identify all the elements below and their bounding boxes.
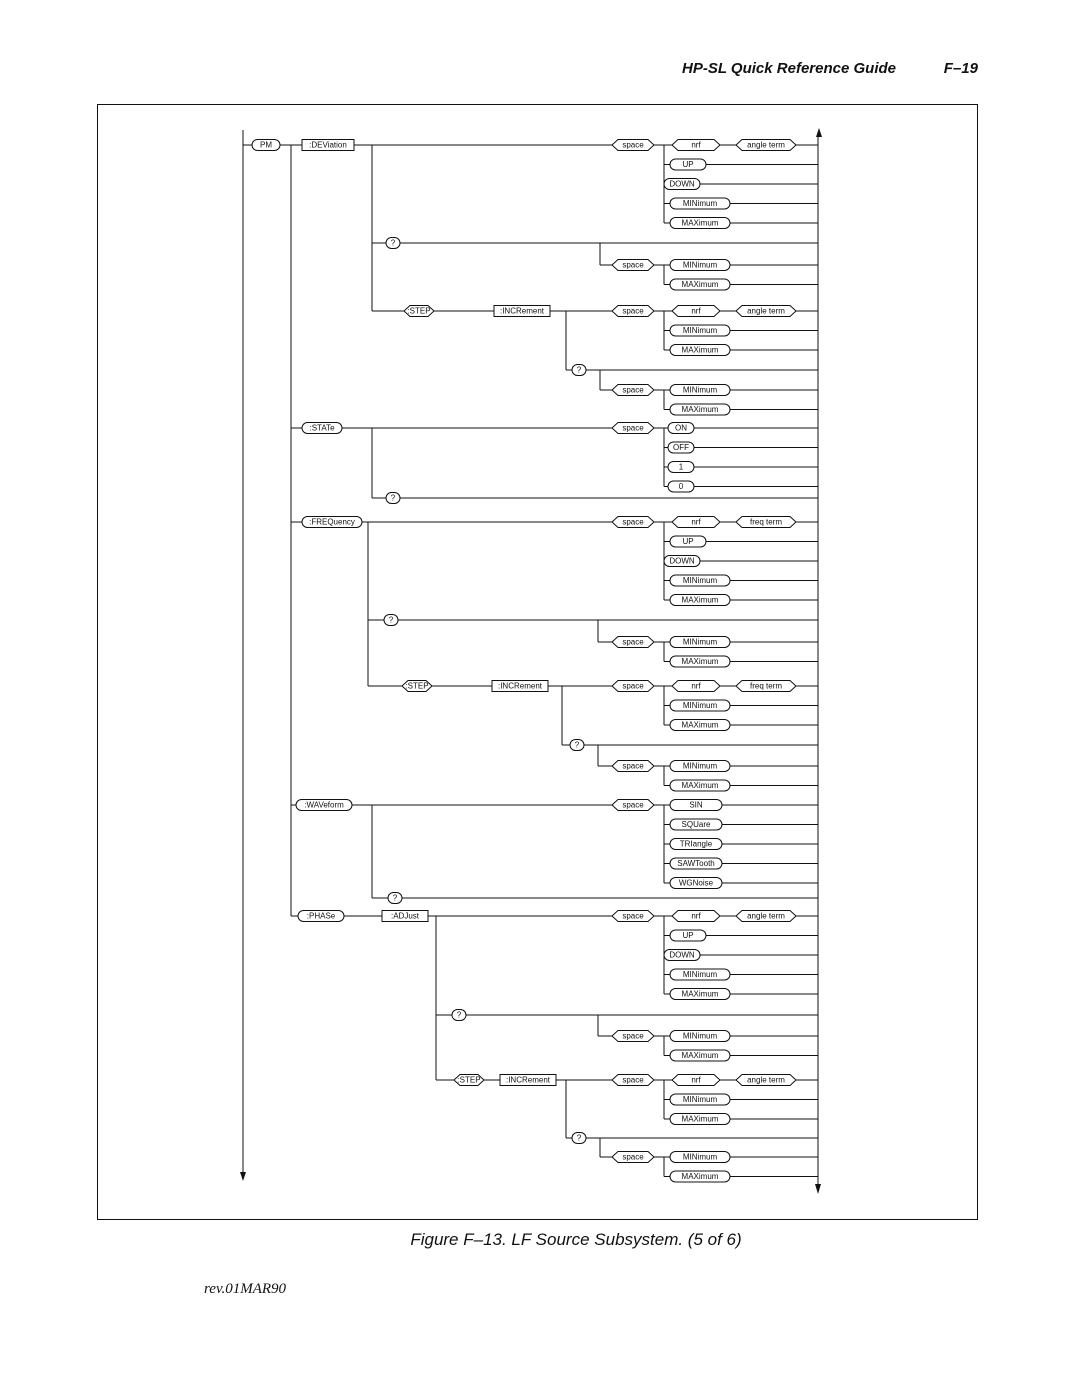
nonterminal-label: :STEP — [405, 681, 429, 691]
terminal-label: MAXimum — [681, 595, 719, 605]
terminal-label: MINimum — [682, 326, 718, 335]
terminal-label: :FREQuency — [309, 517, 355, 527]
terminal-label: ON — [675, 423, 687, 433]
nonterminal-label: nrf — [691, 517, 701, 527]
terminal-label: :PHASe — [306, 911, 336, 921]
terminal-label: MAXimum — [681, 280, 719, 289]
keyword-label: :INCRement — [497, 681, 543, 691]
nonterminal-label: space — [622, 761, 644, 771]
terminal-label: MINimum — [682, 637, 718, 647]
nonterminal-label: nrf — [691, 306, 701, 316]
terminal-label: MAXimum — [681, 657, 719, 666]
terminal-label: DOWN — [669, 179, 695, 189]
nonterminal-label: freq term — [749, 681, 783, 691]
terminal-label: :STATe — [309, 423, 335, 433]
nonterminal-label: nrf — [691, 911, 701, 921]
nonterminal-label: space — [622, 260, 644, 270]
terminal-label: SIN — [689, 800, 703, 810]
nonterminal-label: angle term — [747, 1075, 785, 1085]
figure-caption-text: Figure F–13. LF Source Subsystem. (5 of 6) — [410, 1230, 742, 1249]
nonterminal-label: angle term — [747, 911, 785, 921]
terminal-label: MINimum — [682, 1031, 718, 1041]
running-header-title: HP-SL Quick Reference Guide — [682, 60, 896, 77]
terminal-label: ? — [390, 493, 396, 503]
arrow-head — [816, 128, 822, 137]
terminal-label: MAXimum — [681, 218, 719, 228]
nonterminal-label: :STEP — [457, 1075, 481, 1085]
terminal-label: SAWTooth — [677, 859, 715, 868]
terminal-label: MAXimum — [681, 1172, 719, 1181]
terminal-label: ? — [574, 740, 580, 750]
nonterminal-label: nrf — [691, 1075, 701, 1085]
arrow-head — [815, 1184, 821, 1194]
page-number: F–19 — [943, 60, 978, 77]
nonterminal-label: space — [622, 1152, 644, 1162]
terminal-label: DOWN — [669, 950, 695, 960]
nonterminal-label: space — [622, 1031, 644, 1041]
keyword-label: :INCRement — [505, 1075, 551, 1085]
nonterminal-label: space — [622, 385, 644, 395]
terminal-label: ? — [388, 615, 394, 625]
nonterminal-label: :STEP — [407, 306, 431, 316]
nonterminal-label: space — [622, 911, 644, 921]
nonterminal-label: space — [622, 800, 644, 810]
terminal-label: MINimum — [682, 385, 718, 395]
terminal-label: MAXimum — [681, 781, 719, 790]
terminal-label: MAXimum — [681, 720, 719, 730]
terminal-label: OFF — [673, 443, 689, 452]
terminal-label: MINimum — [682, 970, 718, 979]
keyword-label: :DEViation — [309, 140, 347, 150]
terminal-label: DOWN — [669, 556, 695, 566]
terminal-label: MINimum — [682, 1095, 718, 1104]
terminal-label: ? — [390, 238, 396, 248]
terminal-label: :WAVeform — [304, 800, 344, 810]
terminal-label: TRIangle — [679, 839, 713, 849]
terminal-label: ? — [456, 1010, 462, 1020]
nonterminal-label: space — [622, 306, 644, 316]
keyword-label: :INCRement — [499, 306, 545, 316]
terminal-label: UP — [682, 931, 694, 940]
terminal-label: PM — [260, 140, 272, 150]
nonterminal-label: space — [622, 681, 644, 691]
nonterminal-label: nrf — [691, 140, 701, 150]
nonterminal-label: angle term — [747, 140, 785, 150]
terminal-label: WGNoise — [678, 878, 714, 888]
terminal-label: 0 — [678, 482, 684, 491]
nonterminal-label: space — [622, 140, 644, 150]
terminal-label: MAXimum — [681, 345, 719, 355]
terminal-label: ? — [576, 365, 582, 375]
terminal-label: MINimum — [682, 260, 718, 270]
terminal-label: MINimum — [682, 701, 718, 710]
arrow-head — [240, 1172, 246, 1181]
terminal-label: 1 — [678, 462, 684, 472]
nonterminal-label: angle term — [747, 306, 785, 316]
nonterminal-label: space — [622, 517, 644, 527]
terminal-label: ? — [576, 1133, 582, 1143]
terminal-label: SQUare — [681, 820, 711, 829]
figure-caption — [0, 1230, 1080, 1250]
terminal-label: MINimum — [682, 1152, 718, 1162]
terminal-label: MINimum — [682, 199, 718, 208]
terminal-label: MAXimum — [681, 1114, 719, 1124]
terminal-label: MAXimum — [681, 989, 719, 999]
terminal-label: MAXimum — [681, 1051, 719, 1060]
terminal-label: ? — [392, 893, 398, 903]
nonterminal-label: freq term — [749, 517, 783, 527]
terminal-label: MAXimum — [681, 405, 719, 414]
terminal-label: UP — [682, 160, 694, 169]
keyword-label: :ADJust — [390, 911, 420, 921]
terminal-label: UP — [682, 537, 694, 546]
nonterminal-label: space — [622, 637, 644, 647]
terminal-label: MINimum — [682, 761, 718, 771]
nonterminal-label: space — [622, 1075, 644, 1085]
nonterminal-label: space — [622, 423, 644, 433]
revision-note: rev.01MAR90 — [204, 1281, 287, 1297]
terminal-label: MINimum — [682, 576, 718, 585]
nonterminal-label: nrf — [691, 681, 701, 691]
